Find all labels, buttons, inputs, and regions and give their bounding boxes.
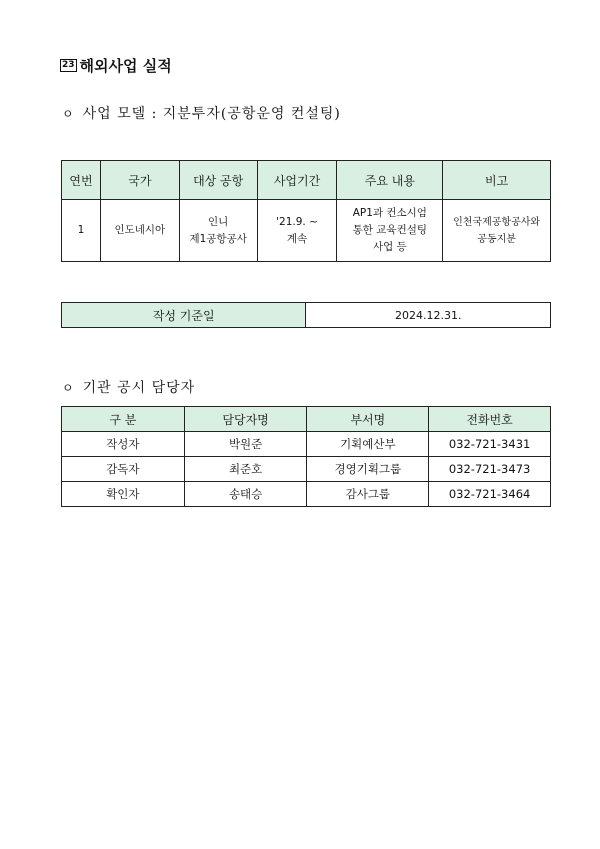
- business-model-heading: [62, 103, 341, 123]
- cell-airport: [179, 200, 257, 262]
- basis-date-table: [61, 302, 551, 328]
- content-line-2: 통한 교육컨설팅: [352, 224, 427, 236]
- note-line-1: 인천국제공항공사와: [453, 216, 541, 228]
- period-line-2: 계속: [286, 232, 308, 245]
- business-model-text: 사업 모델 : 지분투자(공항운영 컨설팅): [82, 106, 341, 122]
- table-row: [62, 482, 551, 507]
- bullet-icon: ㅇ: [62, 106, 75, 121]
- content-line-1: AP1과 컨소시엄: [352, 207, 427, 219]
- project-table-header-row: [62, 161, 551, 200]
- cell-name: 박원준: [184, 432, 307, 457]
- cell-country: 인도네시아: [100, 200, 179, 262]
- cell-dept: 기획예산부: [307, 432, 429, 457]
- cell-phone: 032-721-3473: [429, 457, 551, 482]
- airport-line-1: 인니: [208, 215, 229, 228]
- page-title-text: 해외사업 실적: [79, 57, 172, 75]
- cell-period: [257, 200, 337, 262]
- cell-role: 감독자: [62, 457, 185, 482]
- header-no: 연번: [62, 161, 101, 200]
- header-dept: 부서명: [307, 407, 429, 432]
- table-row: [62, 200, 551, 262]
- bullet-icon: ㅇ: [62, 380, 75, 395]
- airport-line-2: 제1공항공사: [189, 232, 247, 245]
- contact-heading: [62, 377, 195, 397]
- contact-heading-text: 기관 공시 담당자: [82, 380, 196, 396]
- content-line-3: 사업 등: [372, 241, 407, 253]
- page-title: [60, 55, 172, 76]
- table-row: [62, 457, 551, 482]
- cell-content: [337, 200, 443, 262]
- cell-phone: 032-721-3464: [429, 482, 551, 507]
- header-name: 담당자명: [184, 407, 307, 432]
- cell-dept: 경영기획그룹: [307, 457, 429, 482]
- period-line-1: '21.9. ~: [276, 215, 318, 228]
- basis-date-row: [62, 303, 551, 328]
- section-number-badge: 23: [62, 60, 75, 70]
- header-country: 국가: [100, 161, 179, 200]
- cell-role: 확인자: [62, 482, 185, 507]
- cell-phone: 032-721-3431: [429, 432, 551, 457]
- header-airport: 대상 공항: [179, 161, 257, 200]
- cell-role: 작성자: [62, 432, 185, 457]
- table-row: [62, 432, 551, 457]
- header-phone: 전화번호: [429, 407, 551, 432]
- basis-date-value: 2024.12.31.: [306, 303, 551, 328]
- cell-name: 최준호: [184, 457, 307, 482]
- cell-dept: 감사그룹: [307, 482, 429, 507]
- cell-no: 1: [62, 200, 101, 262]
- contact-table-header-row: [62, 407, 551, 432]
- contact-table: [61, 406, 551, 507]
- basis-date-label: 작성 기준일: [62, 303, 306, 328]
- header-content: 주요 내용: [337, 161, 443, 200]
- cell-note: [443, 200, 551, 262]
- project-table: [61, 160, 551, 262]
- cell-name: 송태승: [184, 482, 307, 507]
- header-role: 구 분: [62, 407, 185, 432]
- header-note: 비고: [443, 161, 551, 200]
- note-line-2: 공동지분: [477, 233, 516, 245]
- header-period: 사업기간: [257, 161, 337, 200]
